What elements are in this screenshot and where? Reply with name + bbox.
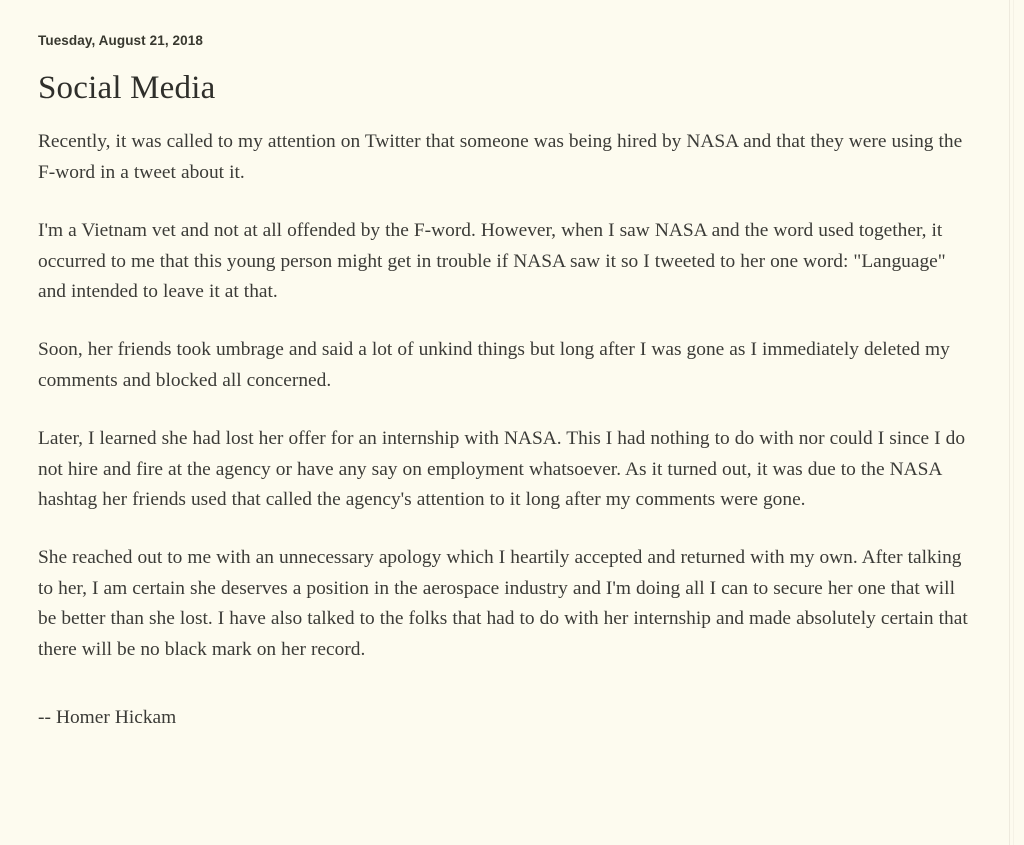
page-title: Social Media (38, 70, 216, 106)
post-signature: -- Homer Hickam (38, 706, 177, 728)
page-right-rule-secondary (1013, 0, 1014, 845)
post-paragraph: Recently, it was called to my attention on Twitter that someone was being hired by NASA and that they were using the F-word in a tweet about it. (38, 131, 963, 183)
post-body (38, 106, 978, 733)
post-paragraph: I'm a Vietnam vet and not at all offended by the F-word. However, when I saw NASA and the word used together, it occurred to me that this young person might get in trouble if NASA saw it so I tweeted to her one word: "Language" and intended to leave it at that. (38, 220, 946, 302)
blog-post (38, 0, 978, 733)
post-paragraph: She reached out to me with an unnecessary apology which I heartily accepted and returned with my own. After talking to her, I am certain she deserves a position in the aerospace industry and I'm doing all I can to secure her one that will be better than she lost. I have also talked to the folks that had to do with her internship and made absolutely certain that there will be no black mark on her record. (38, 547, 968, 660)
post-date: Tuesday, August 21, 2018 (38, 33, 203, 48)
post-paragraph: Later, I learned she had lost her offer for an internship with NASA. This I had nothing to do with nor could I since I do not hire and fire at the agency or have any say on employment whatsoever. As it turned out, it was due to the NASA hashtag her friends used that called the agency's attention to it long after my comments were gone. (38, 428, 966, 510)
post-paragraph: Soon, her friends took umbrage and said a lot of unkind things but long after I was gone as I immediately deleted my comments and blocked all concerned. (38, 339, 950, 391)
page-right-rule (1009, 0, 1010, 845)
